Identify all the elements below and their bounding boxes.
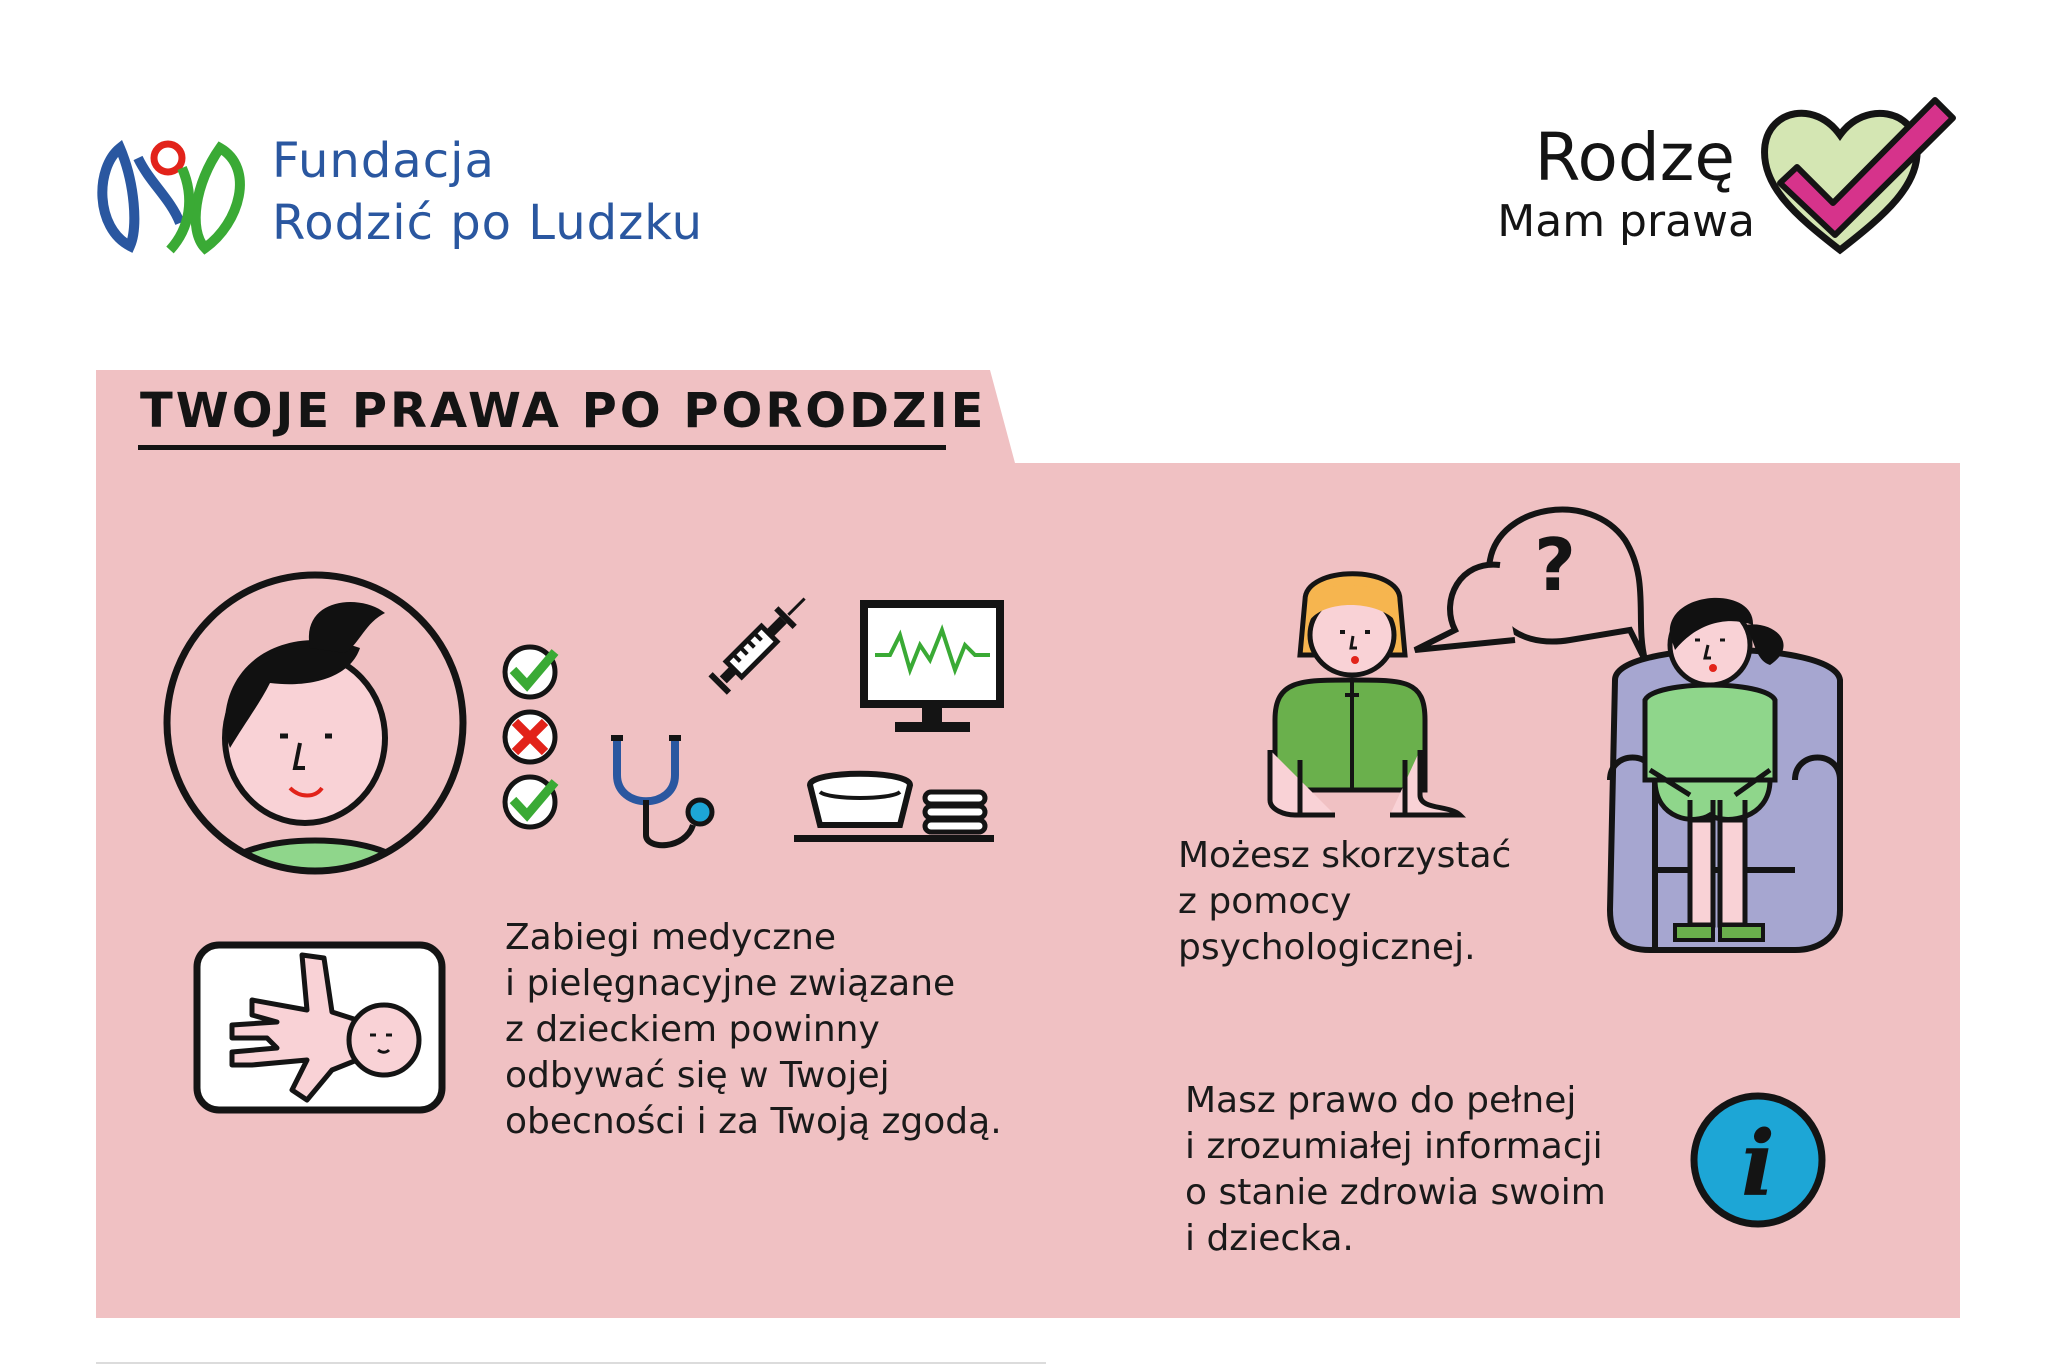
stethoscope-icon bbox=[605, 730, 725, 860]
text-line: Możesz skorzystać bbox=[1178, 835, 1512, 876]
syringe-icon bbox=[695, 595, 835, 735]
right-text-psychological-help bbox=[1178, 833, 1598, 971]
right-text-information bbox=[1185, 1078, 1625, 1262]
info-glyph: i bbox=[1740, 1111, 1776, 1217]
title-underline bbox=[138, 445, 946, 450]
campaign-title: Rodzę bbox=[1534, 119, 1735, 196]
campaign-subtitle: Mam prawa bbox=[1497, 196, 1755, 247]
woman-in-armchair-icon bbox=[1595, 580, 1860, 960]
right-text-medical-procedures bbox=[505, 915, 1065, 1145]
text-line: z dzieckiem powinny bbox=[505, 1009, 880, 1050]
foundation-name-line1: Fundacja bbox=[272, 133, 495, 189]
text-line: i dziecka. bbox=[1185, 1218, 1354, 1259]
mother-portrait-icon bbox=[160, 568, 470, 878]
section-title: TWOJE PRAWA PO PORODZIE bbox=[140, 383, 987, 439]
scale-icon bbox=[790, 770, 1005, 850]
question-mark: ? bbox=[1534, 523, 1576, 607]
foundation-name-line2: Rodzić po Ludzku bbox=[272, 195, 704, 251]
text-line: Zabiegi medyczne bbox=[505, 917, 837, 958]
text-line: o stanie zdrowia swoim bbox=[1185, 1172, 1606, 1213]
info-icon bbox=[1688, 1090, 1828, 1230]
text-line: psychologicznej. bbox=[1178, 927, 1476, 968]
baby-on-mat-icon bbox=[192, 940, 447, 1115]
text-line: obecności i za Twoją zgodą. bbox=[505, 1101, 1002, 1142]
monitor-icon bbox=[860, 600, 1005, 740]
text-line: odbywać się w Twojej bbox=[505, 1055, 890, 1096]
checklist-icon bbox=[495, 640, 575, 840]
text-line: Masz prawo do pełnej bbox=[1185, 1080, 1577, 1121]
text-line: i zrozumiałej informacji bbox=[1185, 1126, 1603, 1167]
text-line: z pomocy bbox=[1178, 881, 1352, 922]
text-line: i pielęgnacyjne związane bbox=[505, 963, 956, 1004]
